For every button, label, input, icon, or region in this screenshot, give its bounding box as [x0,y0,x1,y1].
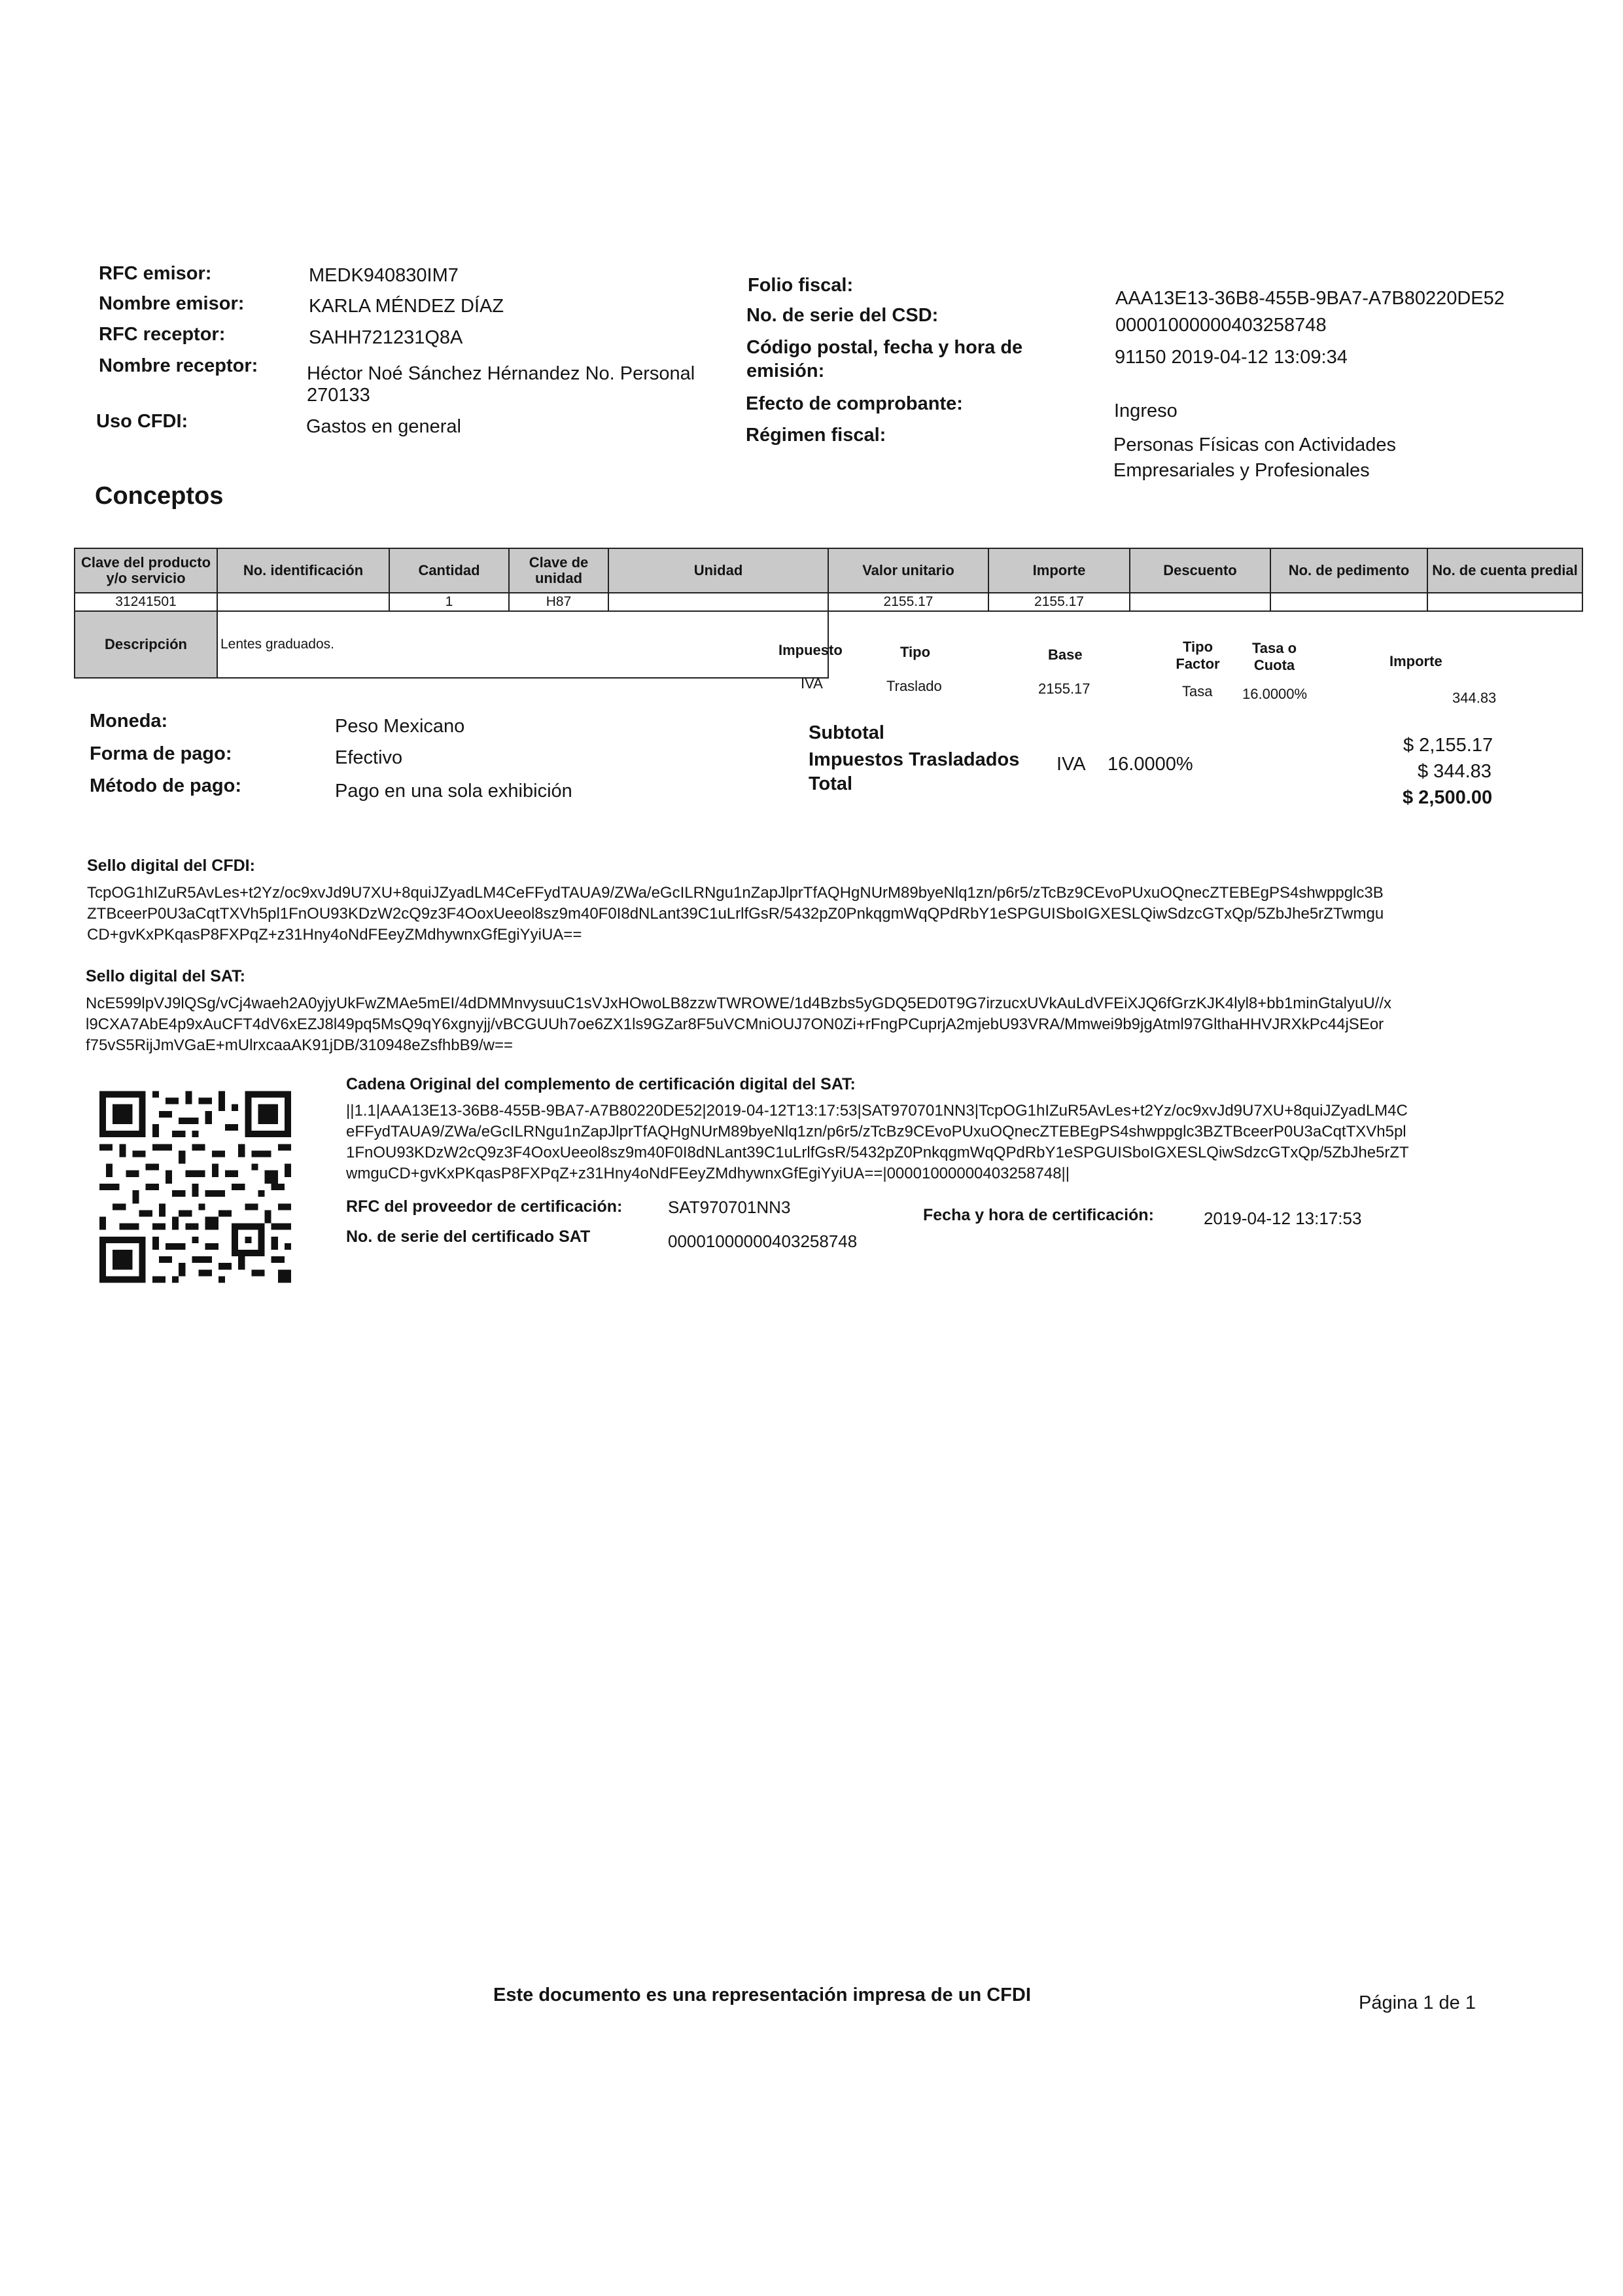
rfc-proveedor-label: RFC del proveedor de certificación: [346,1197,623,1216]
tax-tasa-cuota: 16.0000% [1242,686,1308,702]
tax-header-base: Base [1048,646,1083,663]
tax-base: 2155.17 [1038,680,1091,697]
nombre-receptor-value-line2: 270133 [307,385,370,406]
fecha-certificacion-label: Fecha y hora de certificación: [923,1206,1154,1224]
header-no-identificacion: No. identificación [217,548,389,593]
descripcion-label: Descripción [75,611,217,678]
rfc-emisor-value: MEDK940830IM7 [309,265,459,286]
cell-unidad [608,593,828,611]
total-label: Total [809,773,853,794]
cadena-label: Cadena Original del complemento de certificación digital del SAT: [346,1075,856,1093]
qr-code-icon [99,1089,291,1285]
header-valor-unitario: Valor unitario [828,548,988,593]
impuestos-value: $ 344.83 [1418,761,1492,782]
sello-sat-line3: f75vS5RijJmVGaE+mUlrxcaaAK91jDB/310948eZsfhbB9/w== [86,1036,513,1054]
table-row [75,593,1582,611]
moneda-value: Peso Mexicano [335,716,465,737]
cadena-line4: wmguCD+gvKxPKqasP8FXPqZ+z31Hny4oNdFEeyZMdhywnxGfEgiYyiUA==|00001000000403258748|| [346,1165,1070,1182]
header-importe: Importe [988,548,1130,593]
conceptos-title: Conceptos [95,482,224,510]
nombre-receptor-label: Nombre receptor: [99,355,258,376]
tax-header-impuesto: Impuesto [778,642,843,658]
folio-fiscal-value: AAA13E13-36B8-455B-9BA7-A7B80220DE52 [1115,288,1505,309]
total-value: $ 2,500.00 [1403,787,1493,808]
cp-fecha-value: 91150 2019-04-12 13:09:34 [1115,347,1348,368]
cell-no-pedimento [1270,593,1427,611]
cell-cantidad: 1 [389,593,509,611]
serie-csd-value: 00001000000403258748 [1115,315,1327,336]
sello-sat-line2: l9CXA7AbE4p9xAuCFT4dV6xEZJ8l49pq5MsQ9qY6xgnyjj/vBCGUUh7oe6ZX1ls9GZar8F5uVCMniOUJ7ON0Zi+rFngPCuprjA2mjebU93VRA/Mmwei9b9jgAtml97GlthaHHVJRXkPc44jSEor [86,1016,1384,1033]
cell-no-identificacion [217,593,389,611]
uso-cfdi-label: Uso CFDI: [96,411,188,432]
header-clave-unidad: Clave de unidad [509,548,608,593]
regimen-value: Personas Físicas con Actividades [1113,434,1396,455]
header-unidad: Unidad [608,548,828,593]
subtotal-label: Subtotal [809,722,884,743]
regimen-value-line2: Empresariales y Profesionales [1113,460,1370,481]
cell-clave-unidad: H87 [509,593,608,611]
cadena-line1: ||1.1|AAA13E13-36B8-455B-9BA7-A7B80220DE52|2019-04-12T13:17:53|SAT970701NN3|TcpOG1hIZuR5AvLes+t2Yz/oc9xvJd9U7XU+8quiJZyadLM4C [346,1102,1408,1120]
nombre-emisor-label: Nombre emisor: [99,293,245,314]
header-descuento: Descuento [1130,548,1270,593]
iva-label: IVA [1056,754,1086,775]
efecto-label: Efecto de comprobante: [746,393,963,414]
tax-header-tipo-factor: Tipo Factor [1176,639,1220,672]
metodo-pago-label: Método de pago: [90,775,241,796]
conceptos-table [74,548,1583,679]
tax-tipo-factor: Tasa [1182,683,1213,699]
sello-cfdi-line3: CD+gvKxPKqasP8FXPqZ+z31Hny4oNdFEeyZMdhywnxGfEgiYyiUA== [87,926,582,944]
sello-cfdi-label: Sello digital del CFDI: [87,857,255,875]
cadena-line2: eFFydTAUA9/ZWa/eGcILRNgu1nZapJlprTfAQHgNUrM89byeNlq1zn/p6r5/zTcBz9CEvoPUxuOQnecZTEBEgPS4shwppglc3BZTBceerP0U3aCqtTXVh5pl [346,1123,1406,1140]
iva-rate: 16.0000% [1108,754,1193,775]
cell-clave-producto: 31241501 [75,593,217,611]
rfc-proveedor-value: SAT970701NN3 [668,1197,791,1217]
forma-pago-label: Forma de pago: [90,743,232,764]
tax-header-importe: Importe [1389,653,1442,669]
regimen-label: Régimen fiscal: [746,425,886,446]
nombre-emisor-value: KARLA MÉNDEZ DÍAZ [309,296,504,317]
page-number: Página 1 de 1 [1359,1992,1476,2013]
descripcion-value: Lentes graduados. [217,611,828,678]
sello-sat-line1: NcE599lpVJ9lQSg/vCj4waeh2A0yjyUkFwZMAe5mEI/4dDMMnvysuuC1sVJxHOwoLB8zzwTWROWE/1d4Bzbs5yGDQ5ED0T9G7irzucxUVkAuLdVFEiXJQ6fGrzKJK4lyl8+bb1minGtalyuU//x [86,995,1392,1012]
rfc-receptor-value: SAHH721231Q8A [309,327,463,348]
tax-tipo: Traslado [886,678,942,694]
cp-fecha-label: Código postal, fecha y hora de [746,337,1023,358]
metodo-pago-value: Pago en una sola exhibición [335,781,572,802]
uso-cfdi-value: Gastos en general [306,416,461,437]
rfc-receptor-label: RFC receptor: [99,324,226,345]
conceptos-header-row [75,548,1582,593]
cadena-line3: 1FnOU93KDzW2cQ9z3F4OoxUeeol8sz9m40F0I8dNLant39C1uLrlfGsR/5432pZ0PnkqgmWqQPdRbY1eSPGUISboIGXESLQiwSdzcGTxQp/5ZbJhe5rZT [346,1144,1409,1161]
folio-fiscal-label: Folio fiscal: [748,275,854,296]
serie-csd-label: No. de serie del CSD: [746,305,939,326]
serie-certificado-sat-label: No. de serie del certificado SAT [346,1227,591,1246]
nombre-receptor-value: Héctor Noé Sánchez Hérnandez No. Personal [307,363,695,384]
fecha-certificacion-value: 2019-04-12 13:17:53 [1204,1209,1362,1228]
forma-pago-value: Efectivo [335,747,403,768]
header-no-cuenta-predial: No. de cuenta predial [1427,548,1582,593]
header-no-pedimento: No. de pedimento [1270,548,1427,593]
serie-certificado-sat-value: 00001000000403258748 [668,1231,858,1251]
footer-note: Este documento es una representación impresa de un CFDI [493,1985,1031,2005]
sello-sat-label: Sello digital del SAT: [86,967,246,985]
tax-header-tipo: Tipo [900,644,931,660]
impuestos-trasladados-label: Impuestos Trasladados [809,749,1020,770]
cell-importe: 2155.17 [988,593,1130,611]
header-cantidad: Cantidad [389,548,509,593]
subtotal-value: $ 2,155.17 [1403,735,1493,756]
sello-cfdi-line1: TcpOG1hIZuR5AvLes+t2Yz/oc9xvJd9U7XU+8quiJZyadLM4CeFFydTAUA9/ZWa/eGcILRNgu1nZapJlprTfAQHgNUrM89byeNlq1zn/p6r5/zTcBz9CEvoPUxuOQnecZTEBEgPS4shwppglc3B [87,884,1384,902]
tax-impuesto: IVA [801,675,823,692]
sello-cfdi-line2: ZTBceerP0U3aCqtTXVh5pl1FnOU93KDzW2cQ9z3F4OoxUeeol8sz9m40F0I8dNLant39C1uLrlfGsR/5432pZ0PnkqgmWqQPdRbY1eSPGUISboIGXESLQiwSdzcGTxQp/5ZbJhe5rZTwmgu [87,905,1384,923]
rfc-emisor-label: RFC emisor: [99,263,212,284]
tax-header-tasa-cuota: Tasa o Cuota [1251,640,1297,673]
tax-importe: 344.83 [1452,690,1497,706]
cell-valor-unitario: 2155.17 [828,593,988,611]
efecto-value: Ingreso [1114,400,1178,421]
cell-descuento [1130,593,1270,611]
cp-fecha-label-line2: emisión: [746,361,825,381]
moneda-label: Moneda: [90,711,168,732]
cell-no-cuenta-predial [1427,593,1582,611]
header-clave-producto: Clave del producto y/o servicio [75,548,217,593]
